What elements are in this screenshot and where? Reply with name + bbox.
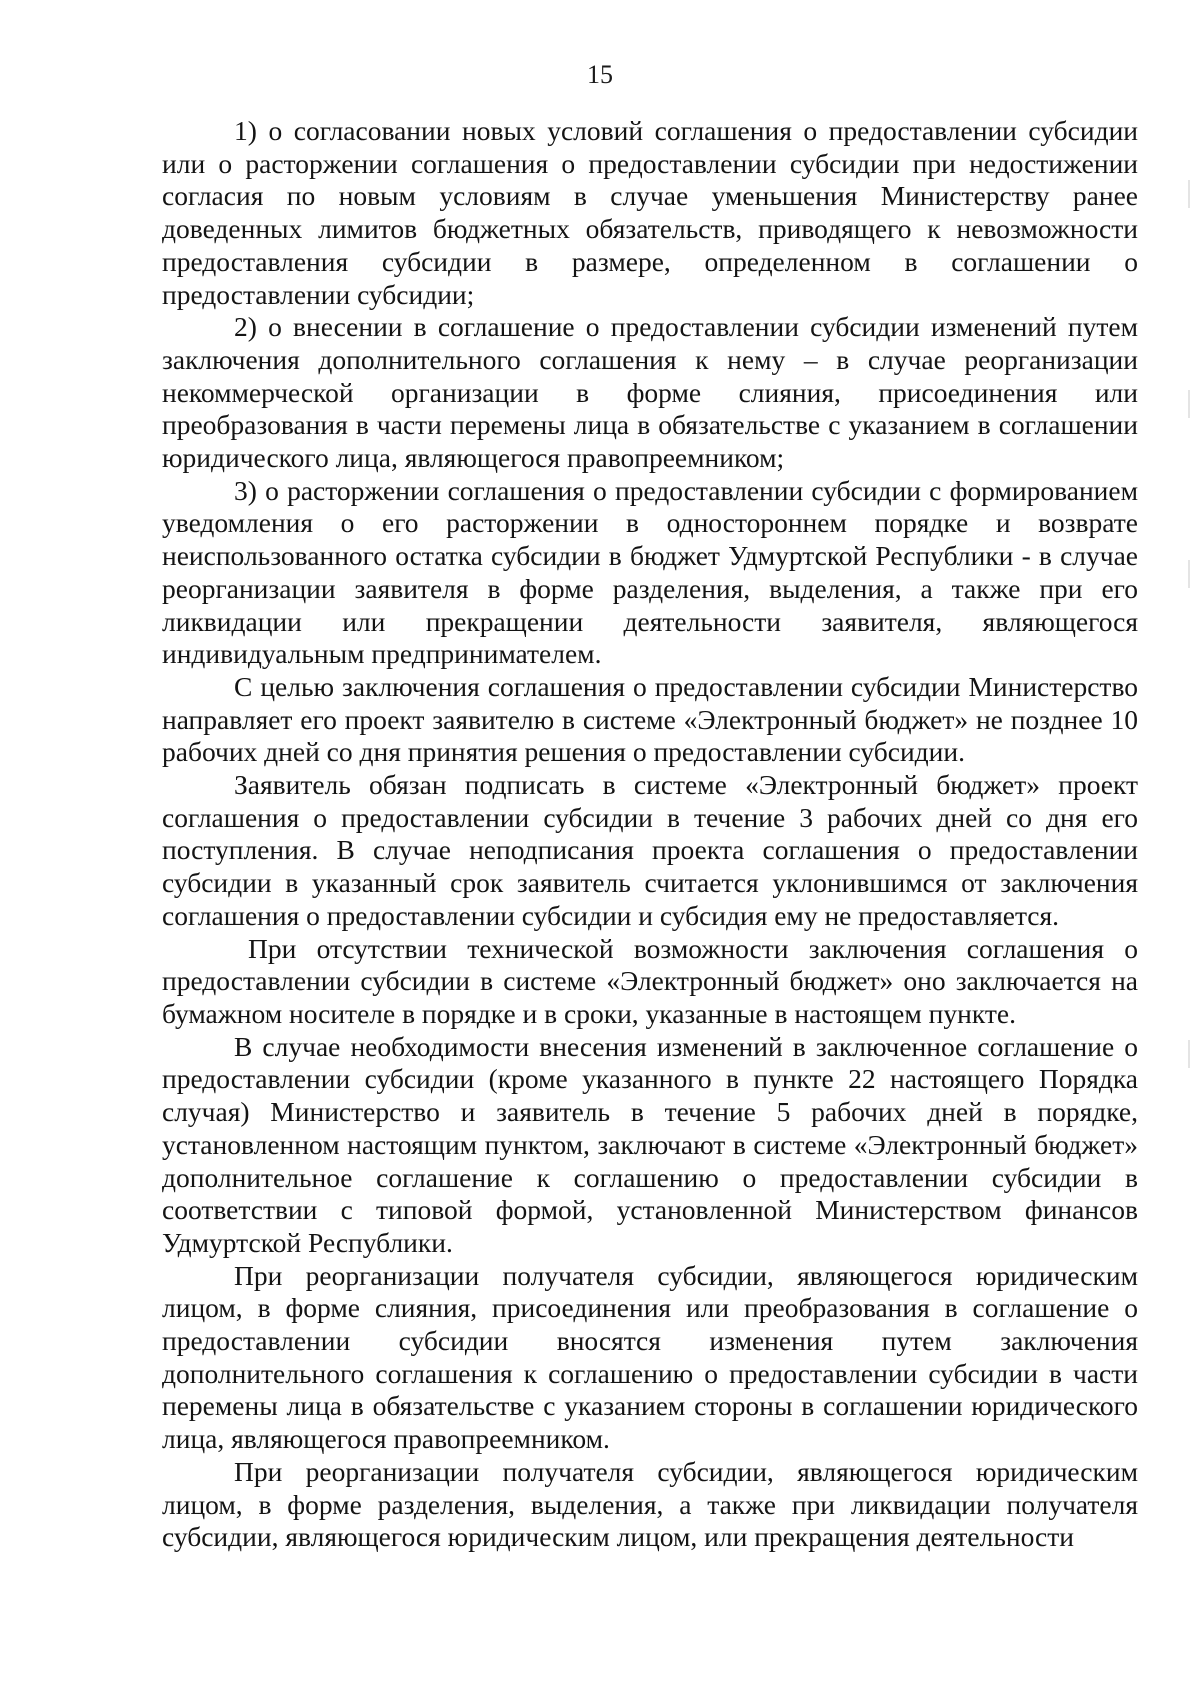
paragraph-amendments: В случае необходимости внесения изменений в заключенное соглашение о предоставлении субсидии (кроме указанного в пункте 22 настоящего Порядка случая) Министерство и заявитель в течение 5 рабочих дней в порядке, установленном настоящим пунктом, заключают в системе «Электронный бюджет» дополнительное соглашение к соглашению о предоставлении субсидии в соответствии с типовой формой, установленной Министерством финансов Удмуртской Республики. <box>162 1030 1138 1258</box>
paragraph-reorganization-merger: При реорганизации получателя субсидии, являющегося юридическим лицом, в форме слияния, присоединения или преобразования в соглашение о предоставлении субсидии вносятся изменения путем заключения дополнительного соглашения к соглашению о предоставлении субсидии в части перемены лица в обязательстве с указанием стороны в соглашении юридического лица, являющегося правопреемником. <box>162 1259 1138 1455</box>
document-body <box>162 115 1138 1554</box>
paragraph-paper-form: При отсутствии технической возможности заключения соглашения о предоставлении субсидии в системе «Электронный бюджет» оно заключается на бумажном носителе в порядке и в сроки, указанные в настоящем пункте. <box>162 932 1138 1029</box>
paragraph-item-3: 3) о расторжении соглашения о предоставлении субсидии с формированием уведомления о его расторжении в одностороннем порядке и возврате неиспользованного остатка субсидии в бюджет Удмуртской Республики - в случае реорганизации заявителя в форме разделения, выделения, а также при его ликвидации или прекращении деятельности заявителя, являющегося индивидуальным предпринимателем. <box>162 474 1138 670</box>
paragraph-reorganization-division: При реорганизации получателя субсидии, являющегося юридическим лицом, в форме разделения, выделения, а также при ликвидации получателя субсидии, являющегося юридическим лицом, или прекращения деятельности <box>162 1455 1138 1553</box>
scan-edge-mark <box>1188 180 1190 208</box>
paragraph-item-1: 1) о согласовании новых условий соглашения о предоставлении субсидии или о расторжении соглашения о предоставлении субсидии при недостижении согласия по новым условиям в случае уменьшения Министерству ранее доведенных лимитов бюджетных обязательств, приводящего к невозможности предоставления субсидии в размере, определенном в соглашении о предоставлении субсидии; <box>162 115 1138 310</box>
paragraph-agreement-draft: С целью заключения соглашения о предоставлении субсидии Министерство направляет его проект заявителю в системе «Электронный бюджет» не позднее 10 рабочих дней со дня принятия решения о предоставлении субсидии. <box>162 670 1138 768</box>
paragraph-signing-deadline: Заявитель обязан подписать в системе «Электронный бюджет» проект соглашения о предоставлении субсидии в течение 3 рабочих дней со дня его поступления. В случае неподписания проекта соглашения о предоставлении субсидии в указанный срок заявитель считается уклонившимся от заключения соглашения о предоставлении субсидии и субсидия ему не предоставляется. <box>162 769 1138 931</box>
paragraph-item-2: 2) о внесении в соглашение о предоставлении субсидии изменений путем заключения дополнительного соглашения к нему – в случае реорганизации некоммерческой организации в форме слияния, присоединения или преобразования в части перемены лица в обязательстве с указанием в соглашении юридического лица, являющегося правопреемником; <box>162 311 1138 474</box>
scan-edge-mark <box>1188 390 1190 418</box>
page-number: 15 <box>587 60 613 89</box>
scan-edge-mark <box>1188 560 1190 588</box>
scan-edge-mark <box>1188 1040 1190 1068</box>
